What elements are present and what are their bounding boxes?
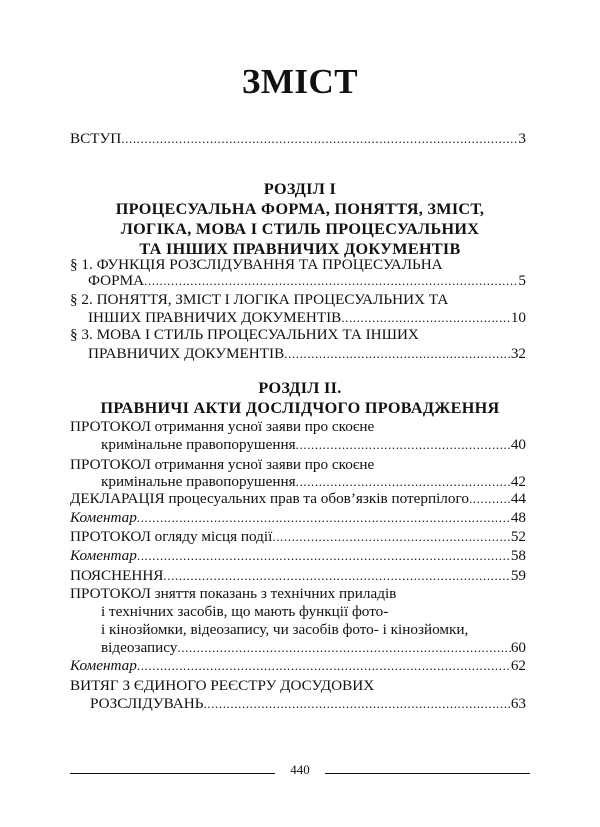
toc-page-number: 58 xyxy=(510,547,526,564)
toc-entry-line: ВИТЯГ З ЄДИНОГО РЕЄСТРУ ДОСУДОВИХ xyxy=(70,677,375,694)
toc-entry[interactable] xyxy=(90,694,526,713)
footer-rule-left xyxy=(70,773,275,774)
toc-entry[interactable] xyxy=(88,344,526,363)
toc-entry-intro[interactable] xyxy=(70,129,526,148)
toc-entry-text: РОЗСЛІДУВАНЬ xyxy=(90,695,204,712)
toc-entry-text: Коментар xyxy=(70,657,137,674)
toc-leader xyxy=(144,271,518,290)
toc-entry-text: Коментар xyxy=(70,547,137,564)
toc-entry[interactable] xyxy=(70,656,526,675)
toc-entry-text: кримінальне правопорушення xyxy=(101,473,296,490)
toc-entry-text: відеозапису xyxy=(101,639,178,656)
toc-entry-line: і технічних засобів, що мають функції фото- xyxy=(101,603,389,620)
toc-page-number: 5 xyxy=(518,272,526,289)
toc-entry-line: § 2. ПОНЯТТЯ, ЗМІСТ І ЛОГІКА ПРОЦЕСУАЛЬНИХ ТА xyxy=(70,291,449,308)
toc-page-number: 40 xyxy=(510,436,526,453)
toc-leader xyxy=(121,129,518,148)
section-heading-label: РОЗДІЛ І xyxy=(263,180,337,198)
toc-entry[interactable] xyxy=(70,508,526,527)
toc-leader xyxy=(137,656,511,675)
toc-entry-text: ПРОТОКОЛ огляду місця події xyxy=(70,528,273,545)
toc-entry[interactable] xyxy=(101,638,526,657)
section-heading-line: ЛОГІКА, МОВА І СТИЛЬ ПРОЦЕСУАЛЬНИХ xyxy=(120,220,480,238)
toc-page-number: 63 xyxy=(510,695,526,712)
toc-entry[interactable] xyxy=(70,566,526,585)
toc-entry-text: ВСТУП xyxy=(70,130,122,147)
toc-leader xyxy=(137,508,511,527)
section-heading-line: ТА ІНШИХ ПРАВНИЧИХ ДОКУМЕНТІВ xyxy=(139,240,461,258)
toc-entry-line: ПРОТОКОЛ отримання усної заяви про скоєне xyxy=(70,456,375,473)
toc-entry-line: § 1. ФУНКЦІЯ РОЗСЛІДУВАННЯ ТА ПРОЦЕСУАЛЬНА xyxy=(70,256,443,273)
toc-entry[interactable] xyxy=(88,271,526,290)
toc-page-number: 52 xyxy=(510,528,526,545)
toc-entry-text: кримінальне правопорушення xyxy=(101,436,296,453)
toc-entry-text: Коментар xyxy=(70,509,137,526)
toc-leader xyxy=(272,527,510,546)
toc-entry-line: і кінозйомки, відеозапису, чи засобів фото- і кінозйомки, xyxy=(101,621,469,638)
footer-rule-right xyxy=(325,773,530,774)
toc-entry-text: ПОЯСНЕННЯ xyxy=(70,567,164,584)
toc-page-number: 42 xyxy=(510,473,526,490)
toc-entry-text: ДЕКЛАРАЦІЯ процесуальних прав та обов’язків потерпілого xyxy=(70,490,469,507)
toc-leader xyxy=(296,435,511,454)
toc-leader xyxy=(469,489,511,508)
page-title: ЗМІСТ xyxy=(241,62,359,101)
toc-page-number: 3 xyxy=(518,130,526,147)
toc-entry[interactable] xyxy=(70,489,526,508)
toc-leader xyxy=(284,344,511,363)
section-heading-line: ПРОЦЕСУАЛЬНА ФОРМА, ПОНЯТТЯ, ЗМІСТ, xyxy=(115,200,485,218)
toc-entry[interactable] xyxy=(70,546,526,565)
toc-entry-line: ПРОТОКОЛ отримання усної заяви про скоєне xyxy=(70,418,375,435)
toc-page-number: 10 xyxy=(510,309,526,326)
toc-entry-line: § 3. МОВА І СТИЛЬ ПРОЦЕСУАЛЬНИХ ТА ІНШИХ xyxy=(70,326,419,343)
toc-leader xyxy=(163,566,510,585)
toc-page-number: 44 xyxy=(510,490,526,507)
footer-page-number: 440 xyxy=(290,762,310,777)
section-heading-label: РОЗДІЛ ІІ. xyxy=(258,379,342,397)
toc-leader xyxy=(203,694,510,713)
toc-entry-text: ПРАВНИЧИХ ДОКУМЕНТІВ xyxy=(88,345,285,362)
toc-page-number: 48 xyxy=(510,509,526,526)
toc-entry[interactable] xyxy=(70,527,526,546)
section-heading-line: ПРАВНИЧІ АКТИ ДОСЛІДЧОГО ПРОВАДЖЕННЯ xyxy=(100,399,500,417)
toc-page-number: 62 xyxy=(510,657,526,674)
toc-leader xyxy=(137,546,511,565)
toc-page-number: 32 xyxy=(510,345,526,362)
toc-page-number: 59 xyxy=(510,567,526,584)
toc-entry[interactable] xyxy=(101,435,526,454)
toc-entry-text: ФОРМА xyxy=(88,272,145,289)
toc-leader xyxy=(177,638,510,657)
toc-entry-line: ПРОТОКОЛ зняття показань з технічних приладів xyxy=(70,585,397,602)
toc-page-number: 60 xyxy=(510,639,526,656)
toc-entry-text: ІНШИХ ПРАВНИЧИХ ДОКУМЕНТІВ xyxy=(88,309,342,326)
